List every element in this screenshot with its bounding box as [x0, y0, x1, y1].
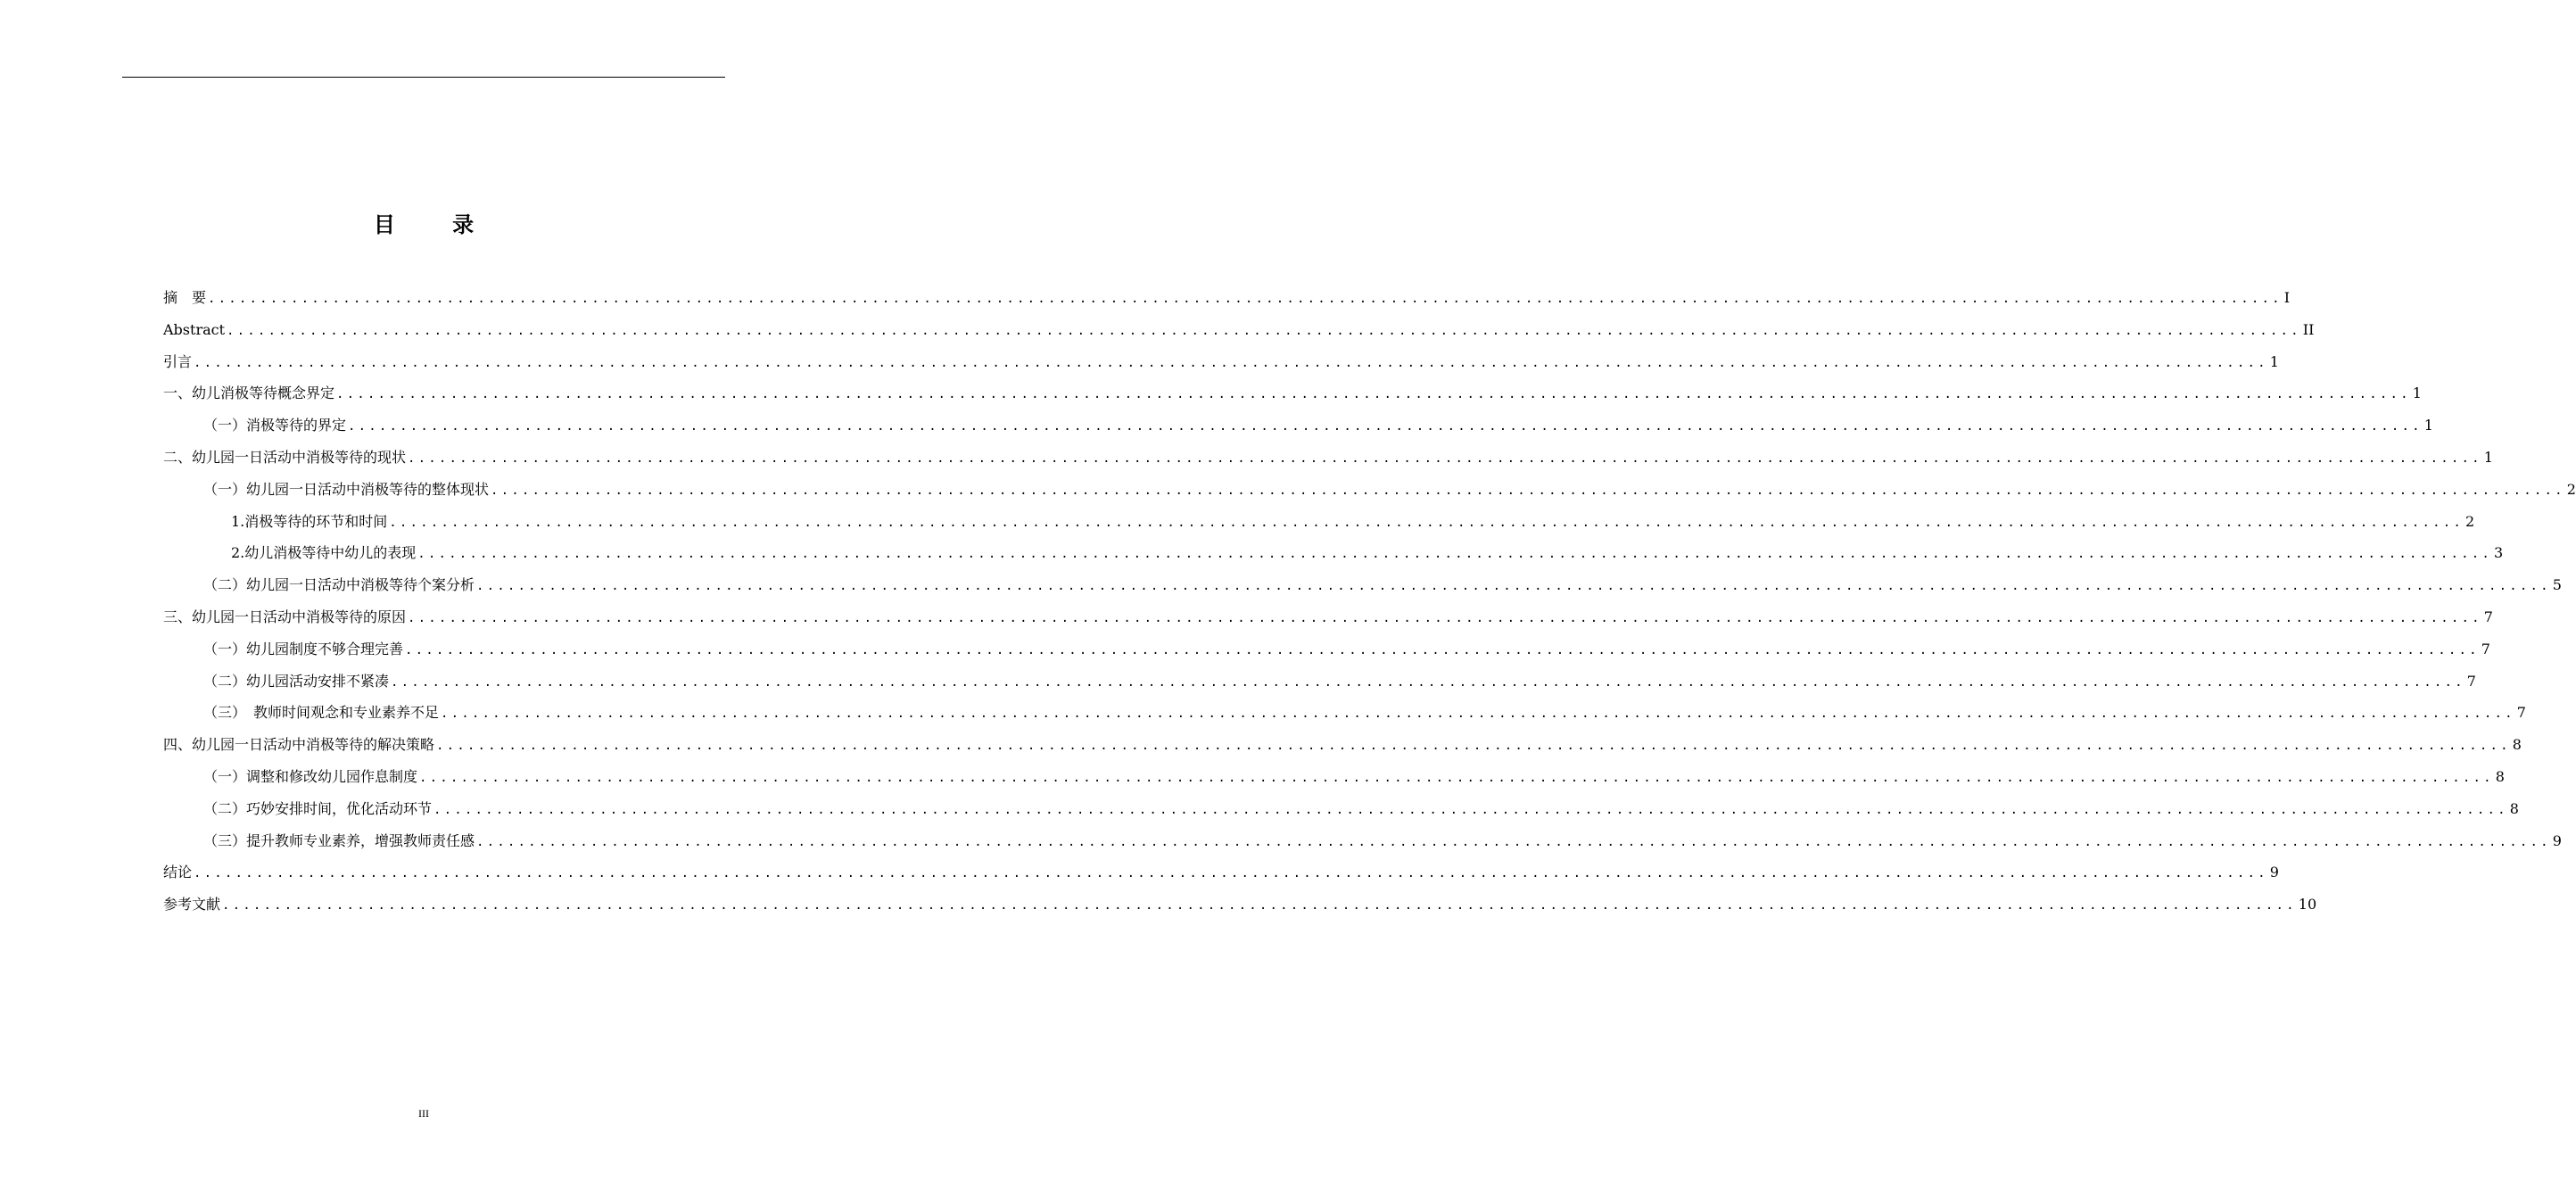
toc-entry-label: 四、幼儿园一日活动中消极等待的解决策略: [163, 736, 435, 754]
toc-entry-label: 2.幼儿消极等待中幼儿的表现: [231, 544, 417, 562]
toc-leader-dots: ........................................................................................................................................................................................................: [408, 610, 2482, 625]
toc-entry-label: 三、幼儿园一日活动中消极等待的原因: [163, 608, 407, 625]
toc-entry-label: （二）巧妙安排时间，优化活动环节: [203, 799, 433, 817]
toc-leader-dots: ........................................................................................................................................................................................................: [222, 898, 2297, 914]
toc-entry-label: （一）幼儿园一日活动中消极等待的整体现状: [203, 480, 490, 498]
toc-entry-page: 2: [2566, 480, 2576, 498]
toc-entry-page: 1: [2412, 385, 2422, 402]
toc-entry[interactable]: [163, 729, 2522, 761]
toc-entry[interactable]: [163, 442, 2493, 474]
toc-leader-dots: ........................................................................................................................................................................................................: [227, 323, 2301, 338]
toc-entry[interactable]: [163, 825, 2562, 857]
toc-entry[interactable]: [163, 633, 2490, 666]
toc-entry-page: 7: [2483, 608, 2493, 625]
toc-entry-page: 1: [2269, 352, 2279, 370]
toc-entry[interactable]: [163, 377, 2422, 409]
toc-entry-label: 1.消极等待的环节和时间: [231, 512, 388, 530]
toc-entry[interactable]: [163, 537, 2504, 569]
toc-leader-dots: ........................................................................................................................................................................................................: [476, 834, 2551, 849]
toc-entry-label: （一）消极等待的界定: [203, 417, 347, 434]
toc-entry[interactable]: [163, 474, 2576, 506]
toc-entry[interactable]: [163, 282, 2291, 314]
toc-leader-dots: ........................................................................................................................................................................................................: [476, 579, 2551, 594]
toc-leader-dots: ........................................................................................................................................................................................................: [491, 483, 2565, 498]
toc-entry[interactable]: [163, 314, 2315, 346]
toc-entry[interactable]: [163, 761, 2505, 793]
toc-entry[interactable]: [163, 601, 2493, 633]
toc-entry[interactable]: [163, 793, 2519, 825]
toc-entry[interactable]: [163, 506, 2475, 538]
toc-entry-page: 8: [2509, 799, 2519, 817]
header-rule: [122, 77, 725, 78]
toc-entry-page: 3: [2494, 544, 2504, 562]
toc-entry-page: 7: [2516, 704, 2526, 722]
toc-leader-dots: ........................................................................................................................................................................................................: [433, 802, 2508, 817]
toc-entry[interactable]: [163, 409, 2433, 442]
toc-entry[interactable]: [163, 889, 2317, 921]
toc-leader-dots: ........................................................................................................................................................................................................: [408, 451, 2482, 466]
toc-entry[interactable]: [163, 697, 2526, 729]
toc-entry-label: （一）调整和修改幼儿园作息制度: [203, 767, 418, 785]
toc-entry[interactable]: [163, 346, 2279, 378]
toc-entry-page: 8: [2495, 767, 2505, 785]
toc-leader-dots: ........................................................................................................................................................................................................: [405, 642, 2480, 657]
toc-leader-dots: ........................................................................................................................................................................................................: [417, 547, 2493, 562]
toc-entry[interactable]: [163, 569, 2562, 601]
toc-leader-dots: ........................................................................................................................................................................................................: [441, 707, 2515, 722]
toc-entry-page: II: [2302, 320, 2315, 338]
toc-leader-dots: ........................................................................................................................................................................................................: [436, 739, 2511, 754]
toc-entry-label: 参考文献: [163, 896, 221, 914]
toc-entry-page: 5: [2552, 576, 2562, 594]
toc-entry[interactable]: [163, 856, 2279, 889]
toc-leader-dots: ........................................................................................................................................................................................................: [194, 866, 2268, 881]
toc-entry-page: 7: [2481, 640, 2490, 657]
toc-entry-page: I: [2283, 289, 2291, 306]
toc-entry-label: Abstract: [163, 320, 226, 338]
footer-page-number: III: [418, 1107, 429, 1120]
toc-entry-label: 二、幼儿园一日活动中消极等待的现状: [163, 448, 407, 466]
toc-entry-label: （二）幼儿园活动安排不紧凑: [203, 672, 390, 690]
toc-entry-page: 1: [2423, 417, 2433, 434]
toc-leader-dots: ........................................................................................................................................................................................................: [348, 419, 2423, 434]
toc-leader-dots: ........................................................................................................................................................................................................: [208, 292, 2283, 306]
toc-entry-page: 1: [2483, 448, 2493, 466]
toc-leader-dots: ........................................................................................................................................................................................................: [419, 770, 2494, 785]
toc-leader-dots: ........................................................................................................................................................................................................: [391, 674, 2465, 690]
toc-entry-label: 结论: [163, 864, 193, 881]
page-title: 目 录: [373, 212, 500, 237]
toc-leader-dots: ........................................................................................................................................................................................................: [336, 387, 2411, 402]
table-of-contents: [163, 282, 2576, 921]
toc-entry-label: 一、幼儿消极等待概念界定: [163, 385, 335, 402]
toc-entry-page: 9: [2269, 864, 2279, 881]
toc-entry-label: 引言: [163, 352, 193, 370]
toc-entry-label: （一）幼儿园制度不够合理完善: [203, 640, 404, 657]
toc-entry-label: 摘 要: [163, 289, 207, 306]
toc-entry-page: 2: [2465, 512, 2475, 530]
toc-leader-dots: ........................................................................................................................................................................................................: [194, 355, 2268, 370]
toc-entry-page: 8: [2512, 736, 2522, 754]
toc-entry-page: 10: [2298, 896, 2317, 914]
toc-entry-page: 7: [2466, 672, 2476, 690]
toc-entry-label: （二）幼儿园一日活动中消极等待个案分析: [203, 576, 475, 594]
toc-entry-label: （三）提升教师专业素养，增强教师责任感: [203, 831, 475, 849]
toc-leader-dots: ........................................................................................................................................................................................................: [389, 515, 2465, 530]
toc-entry-label: （三） 教师时间观念和专业素养不足: [203, 704, 440, 722]
toc-entry-page: 9: [2552, 831, 2562, 849]
toc-entry[interactable]: [163, 666, 2476, 698]
